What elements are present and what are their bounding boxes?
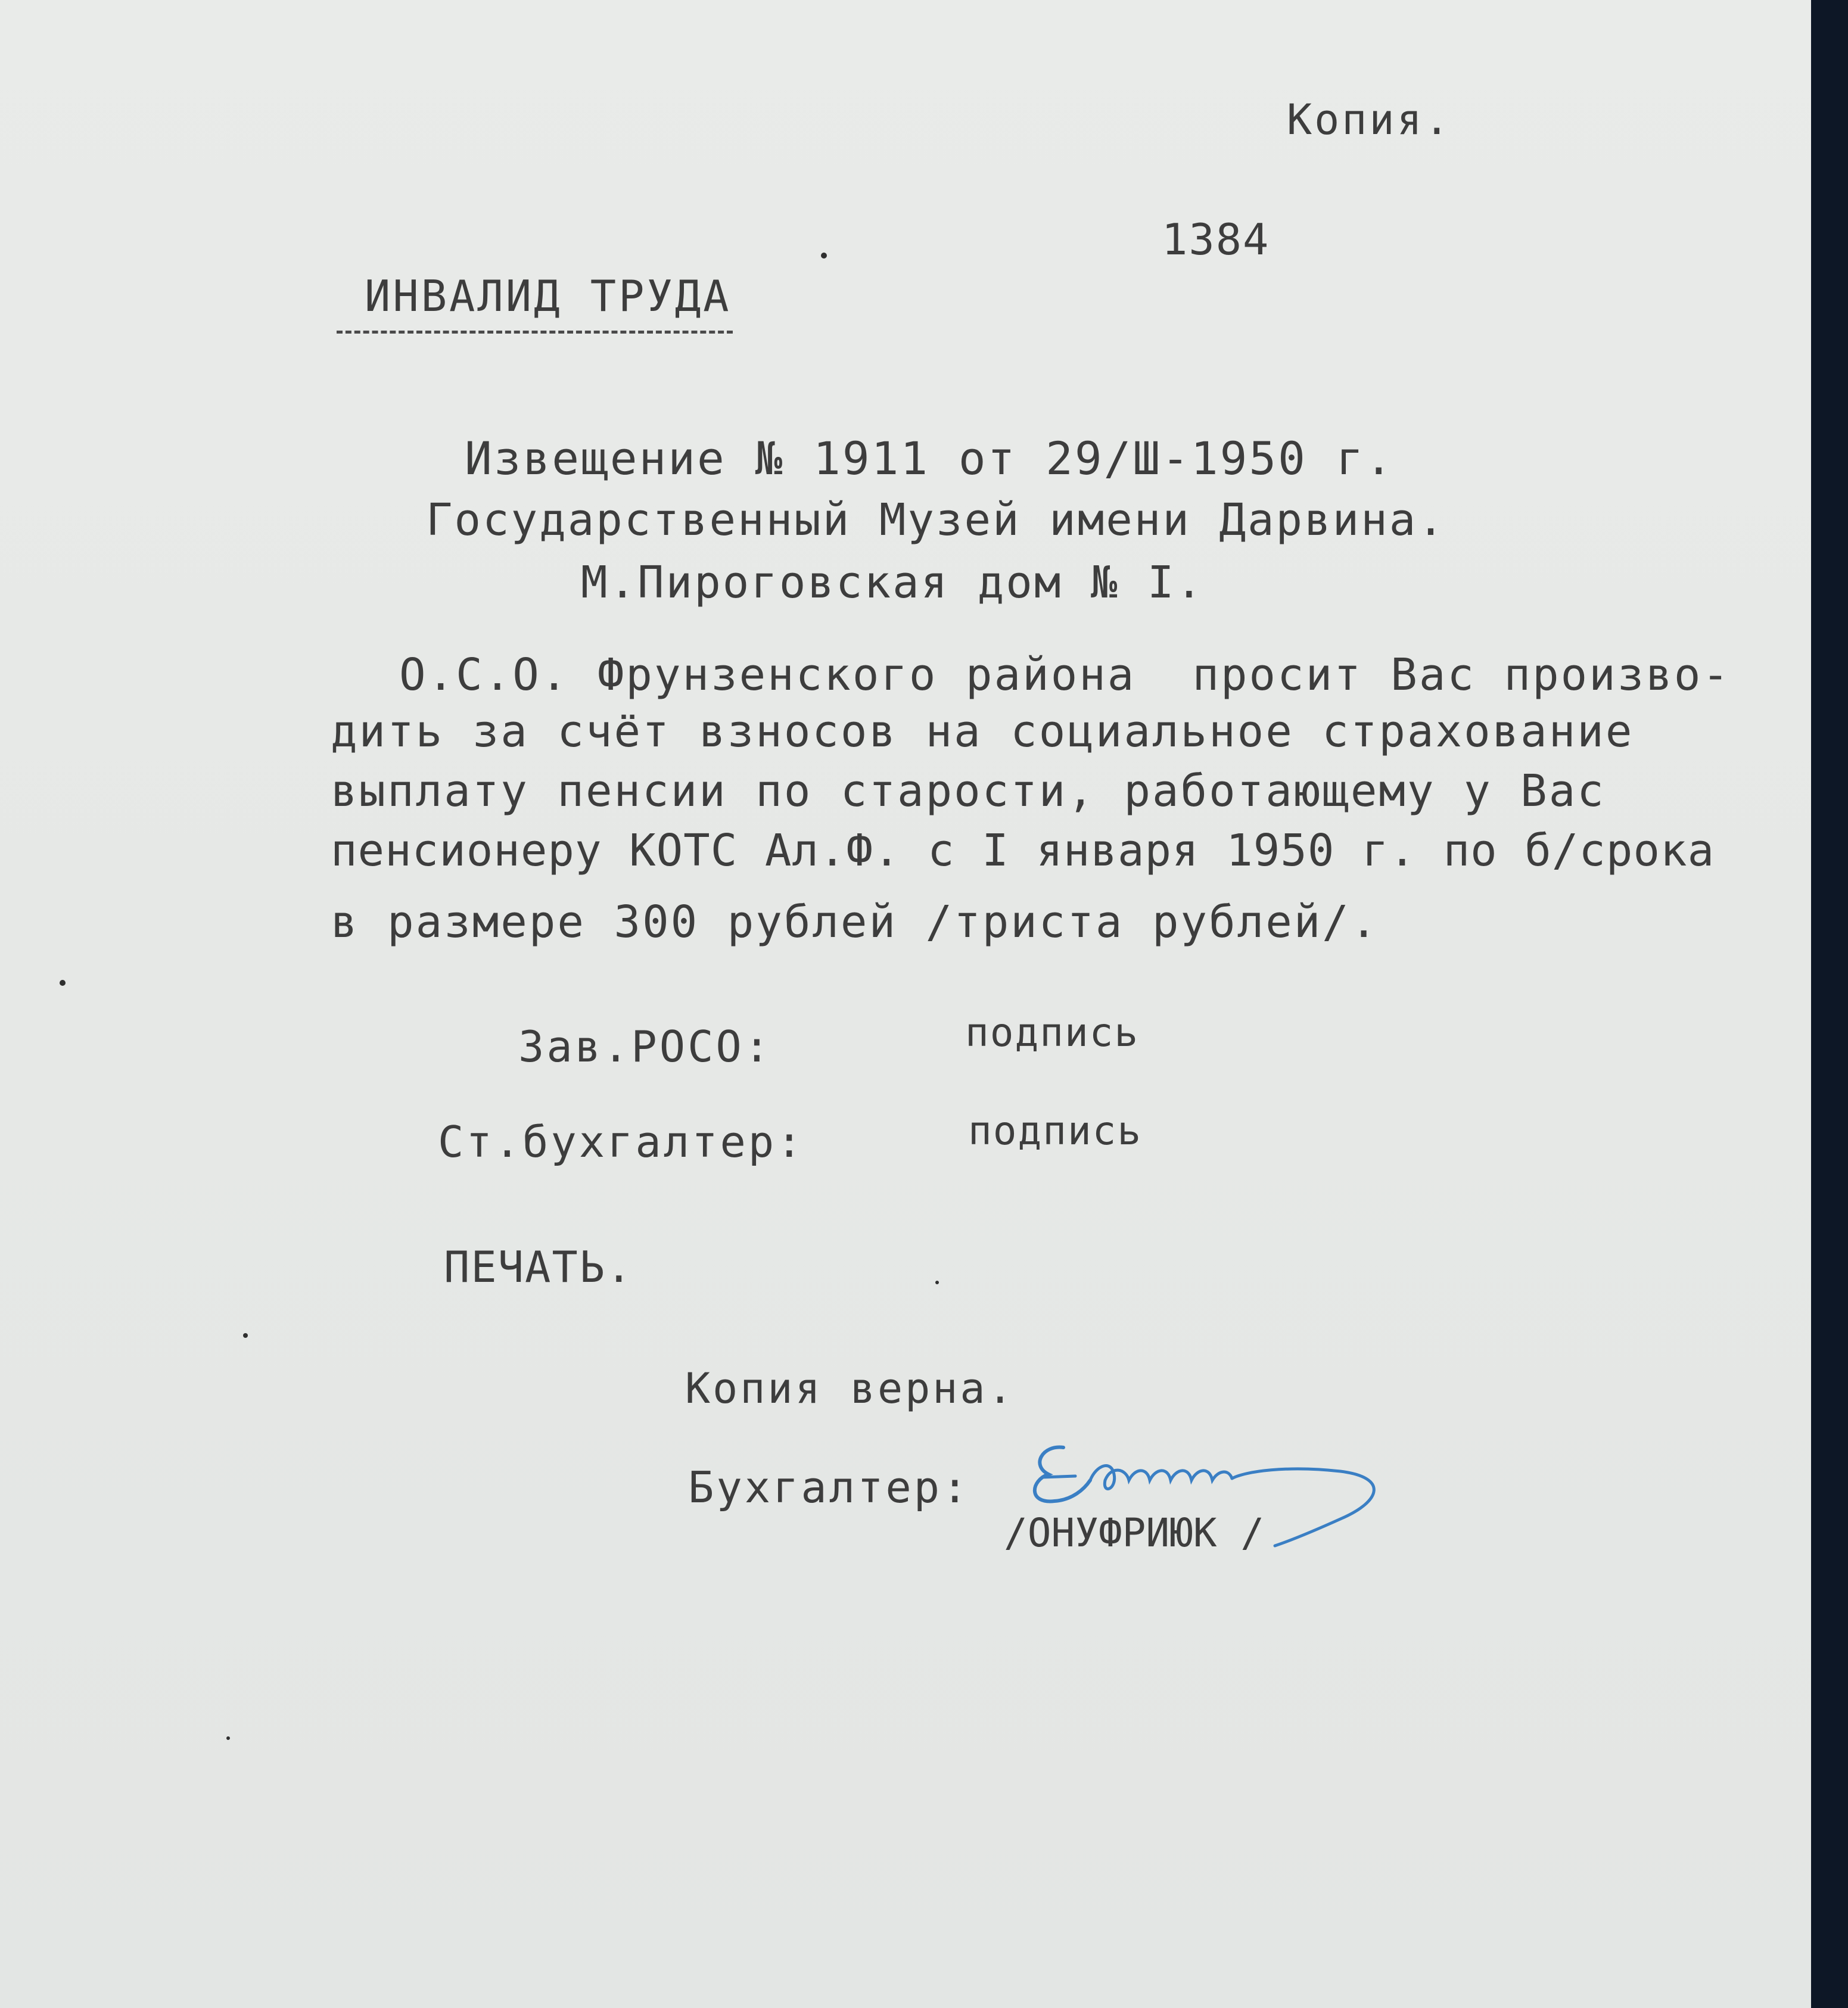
accountant-name: /ОНУФРИЮК / [1004, 1510, 1265, 1556]
signature-value-2: подпись [968, 1108, 1143, 1154]
body-line-4: пенсионеру КОТС Ал.Ф. с I января 1950 г. по б/срока [331, 825, 1715, 876]
document-header: ИНВАЛИД ТРУДА [365, 271, 732, 321]
signature-value-1: подпись [965, 1010, 1140, 1056]
notice-line-2: Государственный Музей имени Дарвина. [426, 494, 1446, 546]
ink-speck [821, 253, 827, 259]
accountant-label: Бухгалтер: [688, 1462, 970, 1512]
ink-speck [60, 980, 66, 986]
notice-line-3: М.Пироговская дом № I. [581, 557, 1205, 608]
seal-mark: ПЕЧАТЬ. [444, 1242, 633, 1292]
notice-line-1: Извещение № 1911 от 29/Ш-1950 г. [465, 432, 1395, 485]
header-underline [337, 331, 733, 334]
copy-mark: Копия. [1287, 95, 1452, 144]
body-line-2: дить за счёт взносов на социальное страхование [331, 706, 1634, 757]
handwritten-signature [1007, 1424, 1400, 1567]
ink-speck [935, 1281, 939, 1284]
signature-role-2: Ст.бухгалтер: [438, 1117, 805, 1167]
document-number: 1384 [1162, 214, 1270, 264]
ink-speck [243, 1333, 248, 1338]
scan-edge [1811, 0, 1848, 2008]
certification-text: Копия верна. [685, 1364, 1015, 1413]
body-line-5: в размере 300 рублей /триста рублей/. [331, 896, 1379, 948]
body-line-3: выплату пенсии по старости, работающему у Вас [331, 765, 1606, 817]
signature-role-1: Зав.РОСО: [518, 1022, 773, 1072]
body-line-1: О.С.О. Фрунзенского района просит Вас произво- [399, 649, 1731, 701]
ink-speck [226, 1736, 230, 1740]
